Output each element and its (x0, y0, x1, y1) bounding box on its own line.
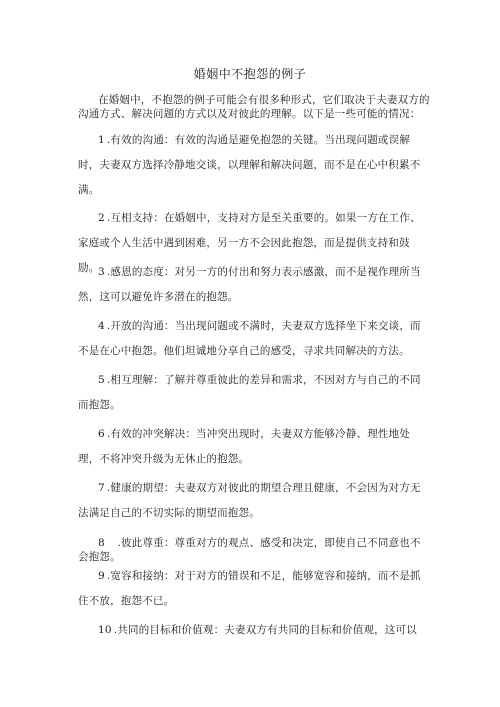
list-item-6 (78, 422, 430, 472)
item-number: 4 (98, 320, 105, 332)
item-number: 5 (98, 374, 105, 386)
item-text: .共同的目标和价值观：夫妻双方有共同的目标和价值观，这可以 (113, 624, 417, 636)
item-text: .彼此尊重：尊重对方的观点、感受和决定，即使自己不同意也不会抱怨。 (78, 537, 421, 563)
intro-paragraph: 在婚姻中，不抱怨的例子可能会有很多种形式，它们取决于夫妻双方的沟通方式、解决问题的方式以及对彼此的理解。以下是一些可能的情况： (78, 94, 430, 120)
document-title: 婚姻中不抱怨的例子 (193, 67, 307, 81)
item-number: 7 (98, 482, 105, 494)
item-number: 9 (98, 570, 105, 582)
list-item-5 (78, 368, 430, 418)
item-text: .互相支持：在婚姻中，支持对方是至关重要的。如果一方在工作、家庭或个人生活中遇到困难，另一方不会因此抱怨，而是提供支持和鼓励。 (78, 212, 421, 274)
item-text: .有效的沟通：有效的沟通是避免抱怨的关键。当出现问题或误解时，夫妻双方选择冷静地交谈，以理解和解决问题，而不是在心中积累不满。 (78, 134, 421, 196)
item-number: 8 (98, 537, 105, 549)
item-text: .感恩的态度：对另一方的付出和努力表示感激，而不是视作理所当然，这可以避免许多潜在的抱怨。 (78, 266, 421, 303)
item-number: 10 (98, 624, 112, 636)
item-number: 2 (98, 212, 105, 224)
item-number: 1 (98, 134, 105, 146)
item-text: .健康的期望：夫妻双方对彼此的期望合理且健康，不会因为对方无法满足自己的不切实际的期望而抱怨。 (78, 482, 421, 519)
item-text: .宽容和接纳：对于对方的错误和不足，能够宽容和接纳，而不是抓住不放，抱怨不已。 (78, 570, 421, 607)
list-item-9 (78, 564, 430, 614)
item-text: .相互理解：了解并尊重彼此的差异和需求，不因对方与自己的不同而抱怨。 (78, 374, 421, 411)
item-text: .开放的沟通：当出现问题或不满时，夫妻双方选择坐下来交谈，而不是在心中抱怨。他们坦诚地分享自己的感受，寻求共同解决的方法。 (78, 320, 421, 357)
item-number: 3 (98, 266, 105, 278)
list-item-8 (78, 536, 430, 564)
list-item-3 (78, 260, 430, 310)
item-text: .有效的冲突解决：当冲突出现时，夫妻双方能够冷静、理性地处理，不将冲突升级为无休止的抱怨。 (78, 428, 411, 465)
list-item-4 (78, 314, 430, 364)
list-item-10 (78, 618, 430, 643)
item-number: 6 (98, 428, 105, 440)
list-item-7 (78, 476, 430, 526)
list-item-1 (78, 128, 430, 203)
